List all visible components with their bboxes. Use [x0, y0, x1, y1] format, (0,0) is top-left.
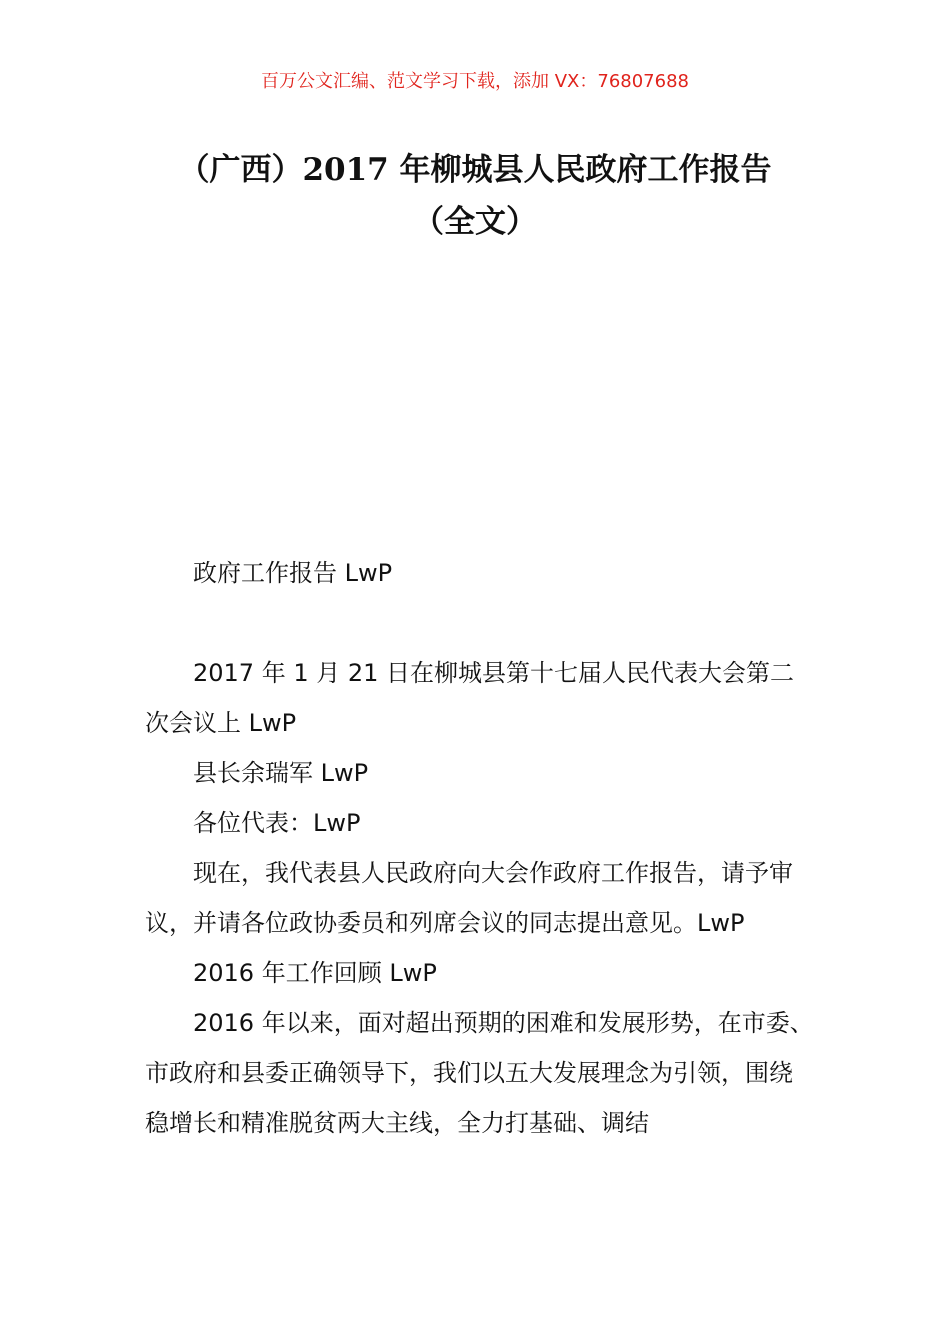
paragraph-section-heading: 2016 年工作回顾 LwP	[193, 959, 437, 987]
paragraph-report-label: 政府工作报告 LwP	[193, 559, 393, 587]
paragraph-salutation: 各位代表：LwP	[193, 809, 361, 837]
paragraph-speaker: 县长余瑞军 LwP	[193, 759, 369, 787]
document-title	[100, 144, 850, 248]
title-line-2: （全文）	[413, 204, 537, 240]
document-body	[145, 548, 815, 1148]
paragraph-review: 2016 年以来，面对超出预期的困难和发展形势，在市委、市政府和县委正确领导下，我们以五大发展理念为引领，围绕稳增长和精准脱贫两大主线，全力打基础、调结	[145, 1009, 814, 1137]
paragraph-intro: 现在，我代表县人民政府向大会作政府工作报告，请予审议，并请各位政协委员和列席会议的同志提出意见。LwP	[145, 859, 793, 937]
watermark-header-note: 百万公文汇编、范文学习下载，添加 VX：76807688	[261, 71, 689, 92]
paragraph-spacer	[145, 598, 815, 648]
paragraph-meeting-date: 2017 年 1 月 21 日在柳城县第十七届人民代表大会第二次会议上 LwP	[145, 659, 795, 737]
title-line-1: （广西）2017 年柳城县人民政府工作报告	[178, 152, 772, 188]
